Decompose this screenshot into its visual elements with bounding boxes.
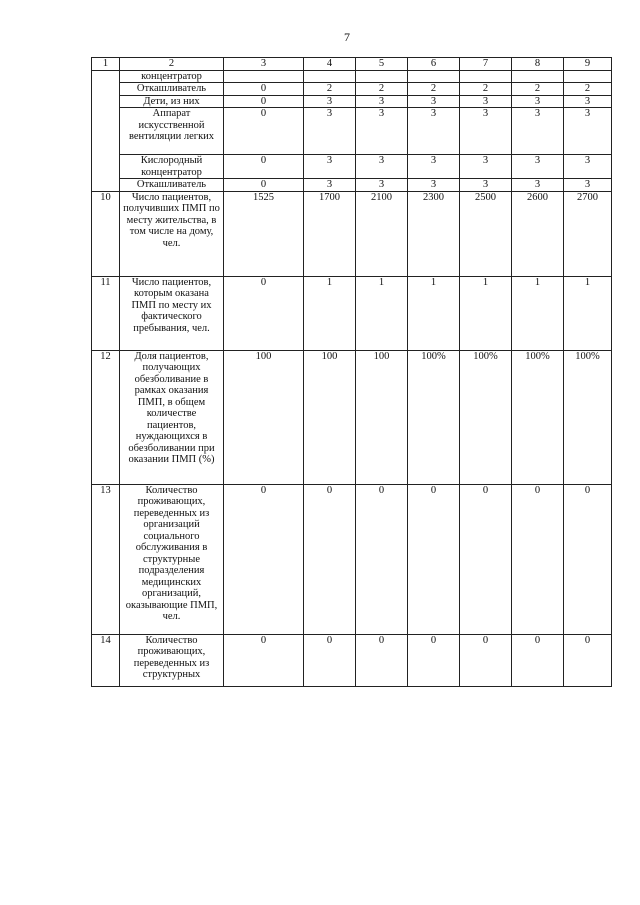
- value-cell: 3: [564, 179, 612, 192]
- value-cell: 3: [460, 155, 512, 179]
- value-cell: 3: [460, 95, 512, 108]
- value-cell: 3: [408, 95, 460, 108]
- value-cell: 3: [356, 179, 408, 192]
- table-row: [92, 634, 612, 686]
- value-cell: 100: [356, 350, 408, 484]
- header-cell: 6: [408, 58, 460, 71]
- table-row: [92, 83, 612, 96]
- value-cell: 2: [512, 83, 564, 96]
- table-row: [92, 155, 612, 179]
- value-cell: 0: [356, 634, 408, 686]
- value-cell: 3: [408, 108, 460, 155]
- header-cell: 3: [224, 58, 304, 71]
- value-cell: [356, 70, 408, 83]
- value-cell: 100%: [564, 350, 612, 484]
- value-cell: 100%: [512, 350, 564, 484]
- row-number-cell: 14: [92, 634, 120, 686]
- row-label-cell: Количество проживающих, переведенных из организаций социального обслуживания в структурные подразделения медицинских организаций, оказывающие ПМП, чел.: [120, 484, 224, 634]
- row-label-cell: Откашливатель: [120, 83, 224, 96]
- value-cell: 0: [512, 484, 564, 634]
- value-cell: 0: [460, 484, 512, 634]
- value-cell: 0: [564, 484, 612, 634]
- value-cell: 0: [224, 634, 304, 686]
- table-row: [92, 179, 612, 192]
- row-label-cell: концентратор: [120, 70, 224, 83]
- table-row: [92, 95, 612, 108]
- value-cell: 3: [564, 155, 612, 179]
- value-cell: 3: [512, 95, 564, 108]
- value-cell: [460, 70, 512, 83]
- table-row: [92, 108, 612, 155]
- value-cell: 3: [408, 155, 460, 179]
- row-number-cell: 10: [92, 191, 120, 276]
- value-cell: 3: [304, 179, 356, 192]
- data-table: [91, 57, 612, 687]
- value-cell: 0: [224, 179, 304, 192]
- value-cell: 3: [356, 95, 408, 108]
- value-cell: 3: [304, 108, 356, 155]
- row-label-cell: Число пациентов, которым оказана ПМП по месту их фактического пребывания, чел.: [120, 276, 224, 350]
- value-cell: 3: [512, 179, 564, 192]
- value-cell: 0: [224, 108, 304, 155]
- value-cell: 3: [356, 155, 408, 179]
- value-cell: [408, 70, 460, 83]
- value-cell: 3: [460, 108, 512, 155]
- value-cell: 0: [512, 634, 564, 686]
- header-cell: 7: [460, 58, 512, 71]
- value-cell: 0: [224, 276, 304, 350]
- header-cell: 8: [512, 58, 564, 71]
- table-row: [92, 70, 612, 83]
- value-cell: 0: [224, 95, 304, 108]
- value-cell: 2700: [564, 191, 612, 276]
- value-cell: 1: [356, 276, 408, 350]
- value-cell: 3: [304, 155, 356, 179]
- value-cell: 3: [408, 179, 460, 192]
- value-cell: 1: [304, 276, 356, 350]
- value-cell: 0: [224, 83, 304, 96]
- value-cell: 3: [460, 179, 512, 192]
- value-cell: 0: [304, 634, 356, 686]
- row-label-cell: Количество проживающих, переведенных из структурных: [120, 634, 224, 686]
- table-row: [92, 484, 612, 634]
- value-cell: [564, 70, 612, 83]
- table-row: [92, 191, 612, 276]
- row-label-cell: Кислородный концентратор: [120, 155, 224, 179]
- header-cell: 5: [356, 58, 408, 71]
- page-number: 7: [344, 30, 350, 44]
- table-row: [92, 276, 612, 350]
- value-cell: 3: [564, 95, 612, 108]
- value-cell: 0: [224, 155, 304, 179]
- value-cell: 100%: [408, 350, 460, 484]
- value-cell: 1700: [304, 191, 356, 276]
- value-cell: 2: [304, 83, 356, 96]
- value-cell: 0: [564, 634, 612, 686]
- row-label-cell: Аппарат искусственной вентиляции легких: [120, 108, 224, 155]
- value-cell: 3: [564, 108, 612, 155]
- row-label-cell: Дети, из них: [120, 95, 224, 108]
- value-cell: 3: [512, 155, 564, 179]
- value-cell: 3: [304, 95, 356, 108]
- row-label-cell: Откашливатель: [120, 179, 224, 192]
- value-cell: 1525: [224, 191, 304, 276]
- value-cell: 2: [564, 83, 612, 96]
- table-row: [92, 350, 612, 484]
- value-cell: 2500: [460, 191, 512, 276]
- value-cell: 100%: [460, 350, 512, 484]
- value-cell: 2: [408, 83, 460, 96]
- value-cell: 1: [564, 276, 612, 350]
- value-cell: 0: [304, 484, 356, 634]
- value-cell: 2100: [356, 191, 408, 276]
- value-cell: 0: [356, 484, 408, 634]
- value-cell: 0: [408, 484, 460, 634]
- row-label-cell: Доля пациентов, получающих обезболивание в рамках оказания ПМП, в общем количестве пациентов, нуждающихся в обезболивании при оказании ПМП (%): [120, 350, 224, 484]
- header-cell: 9: [564, 58, 612, 71]
- value-cell: 2: [460, 83, 512, 96]
- header-cell: 4: [304, 58, 356, 71]
- row-number-cell: [92, 70, 120, 191]
- header-cell: 2: [120, 58, 224, 71]
- value-cell: [224, 70, 304, 83]
- value-cell: 3: [512, 108, 564, 155]
- row-number-cell: 11: [92, 276, 120, 350]
- header-cell: 1: [92, 58, 120, 71]
- value-cell: 1: [460, 276, 512, 350]
- value-cell: 1: [512, 276, 564, 350]
- row-label-cell: Число пациентов, получивших ПМП по месту жительства, в том числе на дому, чел.: [120, 191, 224, 276]
- value-cell: 2600: [512, 191, 564, 276]
- value-cell: 1: [408, 276, 460, 350]
- table-body: [92, 58, 612, 687]
- value-cell: 0: [408, 634, 460, 686]
- value-cell: 0: [224, 484, 304, 634]
- row-number-cell: 13: [92, 484, 120, 634]
- value-cell: 2: [356, 83, 408, 96]
- value-cell: 100: [304, 350, 356, 484]
- value-cell: 3: [356, 108, 408, 155]
- value-cell: [512, 70, 564, 83]
- value-cell: 0: [460, 634, 512, 686]
- value-cell: 100: [224, 350, 304, 484]
- value-cell: 2300: [408, 191, 460, 276]
- row-number-cell: 12: [92, 350, 120, 484]
- value-cell: [304, 70, 356, 83]
- header-row: [92, 58, 612, 71]
